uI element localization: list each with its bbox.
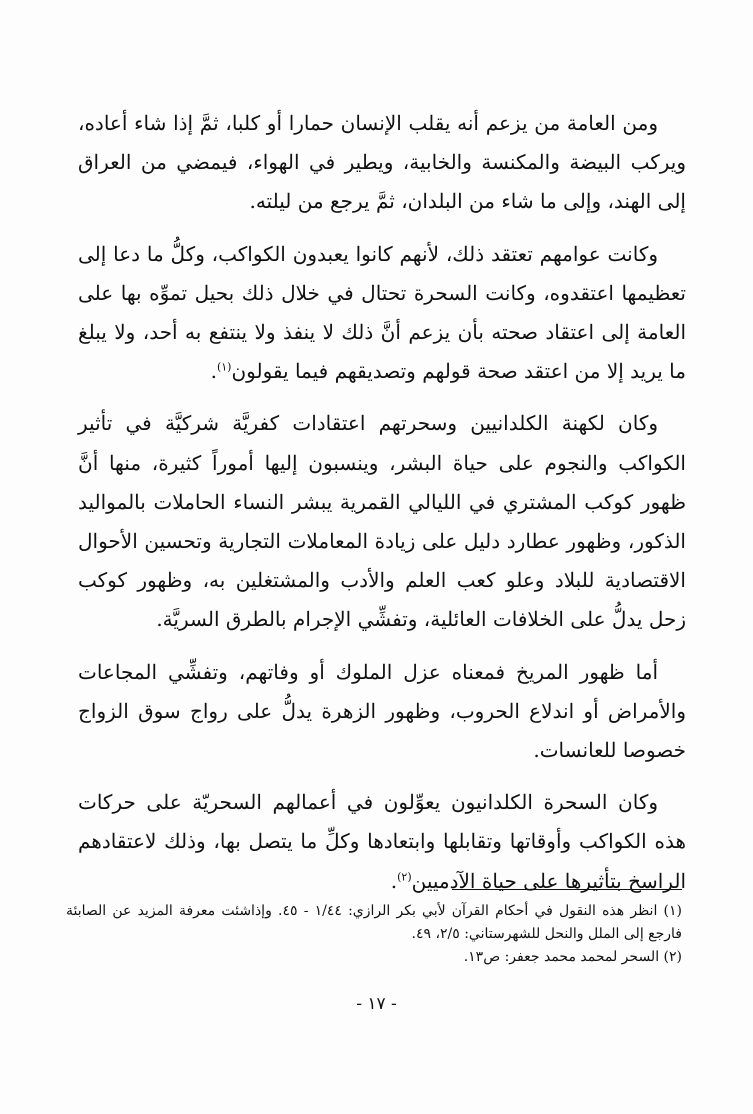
footnote: (٢) السحر لمحمد محمد جعفر: ص١٣. xyxy=(463,949,682,965)
footnote: (١) انظر هذه النقول في أحكام القرآن لأبي بكر الرازي: ١/٤٤ - ٤٥. وإذاشئت معرفة المزيد عن الصابئة فارجع إلى الملل والنحل للشهرستاني: ٢/٥، ٤٩. xyxy=(66,903,682,942)
paragraph-text: وكان لكهنة الكلدانيين وسحرتهم اعتقادات كفريَّة شركيَّة في تأثير الكواكب والنجوم على حياة البشر، وينسبون إليها أموراً كثيرة، منها أنَّ ظهور كوكب المشتري في الليالي القمرية يبشر النساء الحاملات بالمواليد الذكور، وظهور عطارد دليل على زيادة المعاملات التجارية وتحسين الأحوال الاقتصادية للبلاد وعلو كعب العلم والأدب والمشتغلين به، وظهور كوكب زحل يدلُّ على الخلافات العائلية، وتفشِّي الإجرام بالطرق السريَّة. xyxy=(78,411,686,632)
footnote-marker-1: (١) xyxy=(216,360,232,374)
paragraph xyxy=(78,404,686,639)
footnote-marker-2: (٢) xyxy=(397,870,412,883)
main-text-block xyxy=(78,104,686,901)
paragraph xyxy=(78,104,686,222)
footnotes xyxy=(66,900,682,969)
sentence-period: . xyxy=(390,868,398,893)
sentence-period: . xyxy=(210,359,217,384)
page-number: - ١٧ - xyxy=(356,994,397,1014)
paragraph-text: وكانت عوامهم تعتقد ذلك، لأنهم كانوا يعبدون الكواكب، وكلُّ ما دعا إلى تعظيمها اعتقدوه، وكانت السحرة تحتال في خلال ذلك بحيل تموِّه بها على العامة إلى اعتقاد صحته بأن يزعم أنَّ ذلك لا ينفذ ولا ينتفع به أحد، ولا يبلغ ما يريد إلا من اعتقد صحة قولهم وتصديقهم فيما يقولون xyxy=(78,241,686,384)
footnote-separator xyxy=(452,889,682,890)
paragraph-text: أما ظهور المريخ فمعناه عزل الملوك أو وفاتهم، وتفشِّي المجاعات والأمراض أو اندلاع الحروب، وظهور الزهرة يدلُّ على رواج سوق الزواج خصوصا للعانسات. xyxy=(78,659,686,763)
paragraph xyxy=(78,653,686,771)
paragraph-text: وكان السحرة الكلدانيون يعوِّلون في أعمالهم السحريّة على حركات هذه الكواكب وأوقاتها وتقابلها وابتعادها وكلِّ ما يتصل بها، وذلك لاعتقادهم الراسخ بتأثيرها على حياة الآدميين xyxy=(78,790,686,893)
paragraph xyxy=(78,235,686,392)
paragraph xyxy=(78,783,686,901)
paragraph-text: ومن العامة من يزعم أنه يقلب الإنسان حمارا أو كلبا، ثمَّ إذا شاء أعاده، ويركب البيضة والمكنسة والخابية، ويطير في الهواء، فيمضي من العراق إلى الهند، وإلى ما شاء من البلدان، ثمَّ يرجع من ليلته. xyxy=(78,111,686,214)
